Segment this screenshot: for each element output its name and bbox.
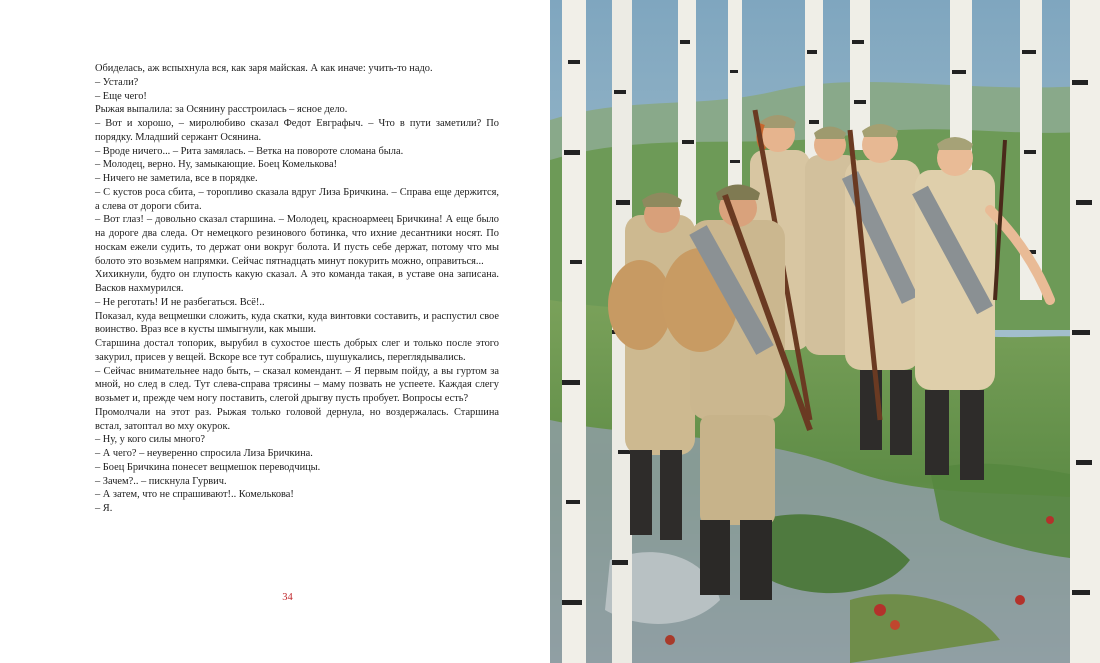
paragraph: – А затем, что не спрашивают!.. Комелькова! (95, 489, 294, 501)
paragraph: – Молодец, верно. Ну, замыкающие. Боец Комелькова! (95, 159, 338, 171)
paragraph: – С кустов роса сбита, – торопливо сказала вдруг Лиза Бричкина. – Справа еще держится, а слева от дороги сбита. (95, 186, 499, 212)
illustration-image (550, 0, 1100, 663)
paragraph: – Ну, у кого силы много? (95, 434, 206, 446)
paragraph: – Ничего не заметила, все в порядке. (95, 173, 258, 184)
paragraph: – Не реготать! И не разбегаться. Всё!.. (95, 296, 265, 308)
paragraph: Промолчали на этот раз. Рыжая только головой дернула, но воздержалась. Старшина встал, затоптал во мху окурок. (95, 406, 499, 432)
body-text (95, 62, 499, 516)
paragraph: – Устали? (95, 76, 139, 88)
paragraph: – Я. (95, 503, 113, 514)
paragraph: – Боец Бричкина понесет вещмешок переводчицы. (95, 461, 321, 473)
paragraph: – Сейчас внимательнее надо быть, – сказал комендант. – Я первым пойду, а вы гуртом за мной, но след в след. Тут слева-справа трясины – маму позвать не успеете. Каждая слегу возьмет и, прежде чем ногу поставить, слегой дрыгву пусть пробует. Вопросы есть? (95, 365, 499, 404)
paragraph: – Еще чего! (95, 90, 147, 102)
paragraph: – А чего? – неуверенно спросила Лиза Бричкина. (95, 448, 313, 459)
illustration-page (550, 0, 1100, 663)
paragraph: – Вот глаз! – довольно сказал старшина. – Молодец, красноармеец Бричкина! А еще было на дороге два следа. От немецкого резинового ботинка, что ихние десантники носят. По носкам ежели судить, то держат они вокруг болота. И пусть себе держат, потому что мы болото это возьмем напрямки. Сейчас пятнадцать минут покурить можно, оправиться... (95, 214, 499, 267)
paragraph: Показал, куда вещмешки сложить, куда скатки, куда винтовки составить, и распустил свое воинство. Враз все в кусты шмыгнули, как мыши. (95, 310, 499, 336)
paragraph: – Вроде ничего... – Рита замялась. – Ветка на повороте сломана была. (95, 145, 404, 157)
paragraph: Рыжая выпалила: за Осянину расстроилась – ясное дело. (95, 104, 348, 116)
paragraph: – Вот и хорошо, – миролюбиво сказал Федот Евграфыч. – Что в пути заметили? По порядку. Младший сержант Осянина. (95, 118, 499, 143)
paragraph: Хихикнули, будто он глупость какую сказал. А это команда такая, в уставе она записана. Васков нахмурился. (95, 269, 499, 294)
page-number: 34 (282, 592, 293, 603)
paragraph: Обиделась, аж вспыхнула вся, как заря майская. А как иначе: учить-то надо. (95, 63, 433, 74)
paragraph: – Зачем?.. – пискнула Гурвич. (95, 475, 227, 487)
paragraph: Старшина достал топорик, вырубил в сухостое шесть добрых слег и только после этого закурил, присев у вещей. Вскоре все тут собрались, шушукались, переглядывались. (95, 338, 499, 363)
